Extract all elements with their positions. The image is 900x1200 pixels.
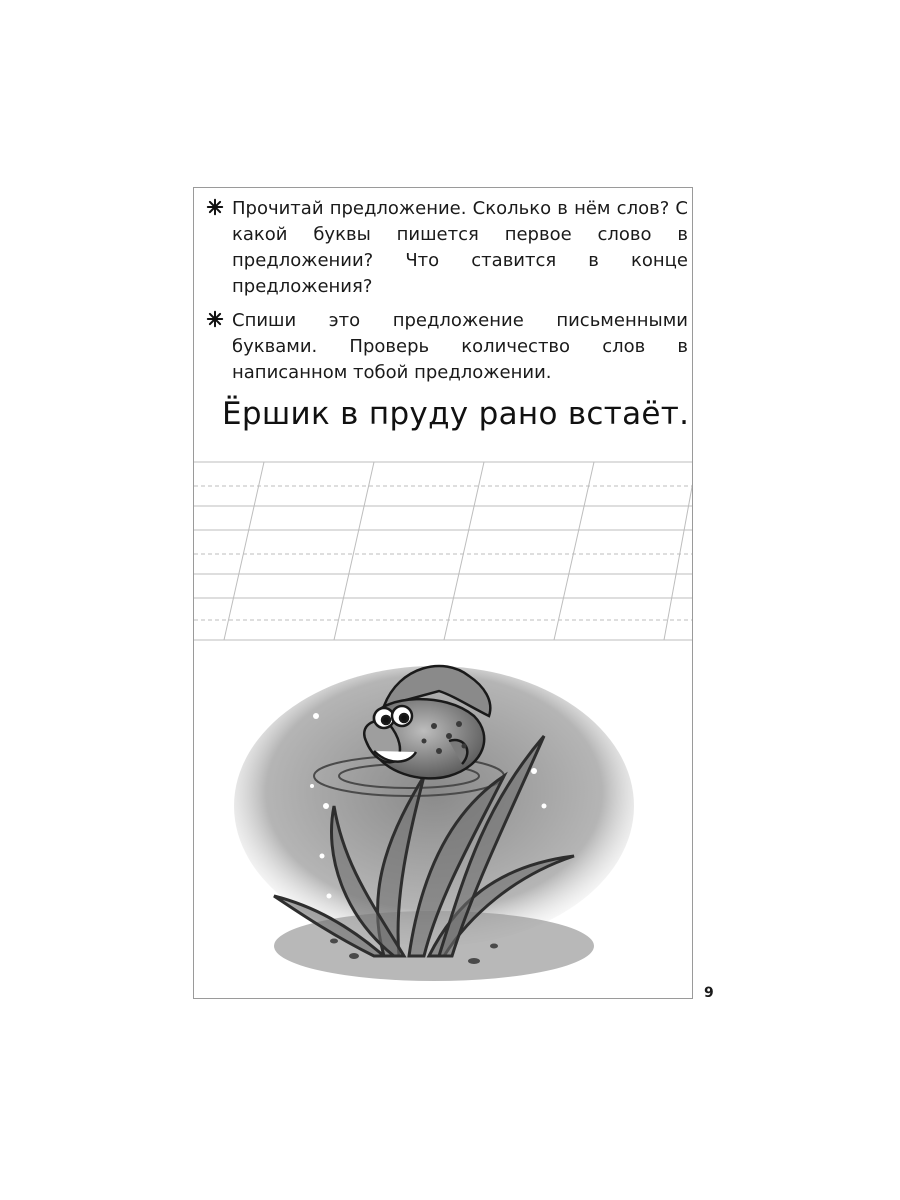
task-text: Спиши это предложение письменными буквами. Проверь количество слов в написанном тобой предложении. — [232, 310, 688, 383]
asterisk-bullet-icon — [206, 310, 224, 328]
workbook-page — [193, 187, 693, 999]
ruff-fish-icon — [234, 656, 634, 996]
model-sentence: Ёршик в пруду рано встаёт. — [222, 396, 690, 432]
asterisk-bullet-icon — [206, 198, 224, 216]
handwriting-practice-lines[interactable] — [194, 456, 693, 646]
task-item — [202, 308, 688, 386]
page-number: 9 — [704, 985, 714, 1001]
task-text: Прочитай предложение. Сколько в нём слов? С какой буквы пишется первое слово в предложении? Что ставится в конце предложения? — [232, 198, 688, 297]
task-item — [202, 196, 688, 300]
task-list — [202, 196, 688, 394]
